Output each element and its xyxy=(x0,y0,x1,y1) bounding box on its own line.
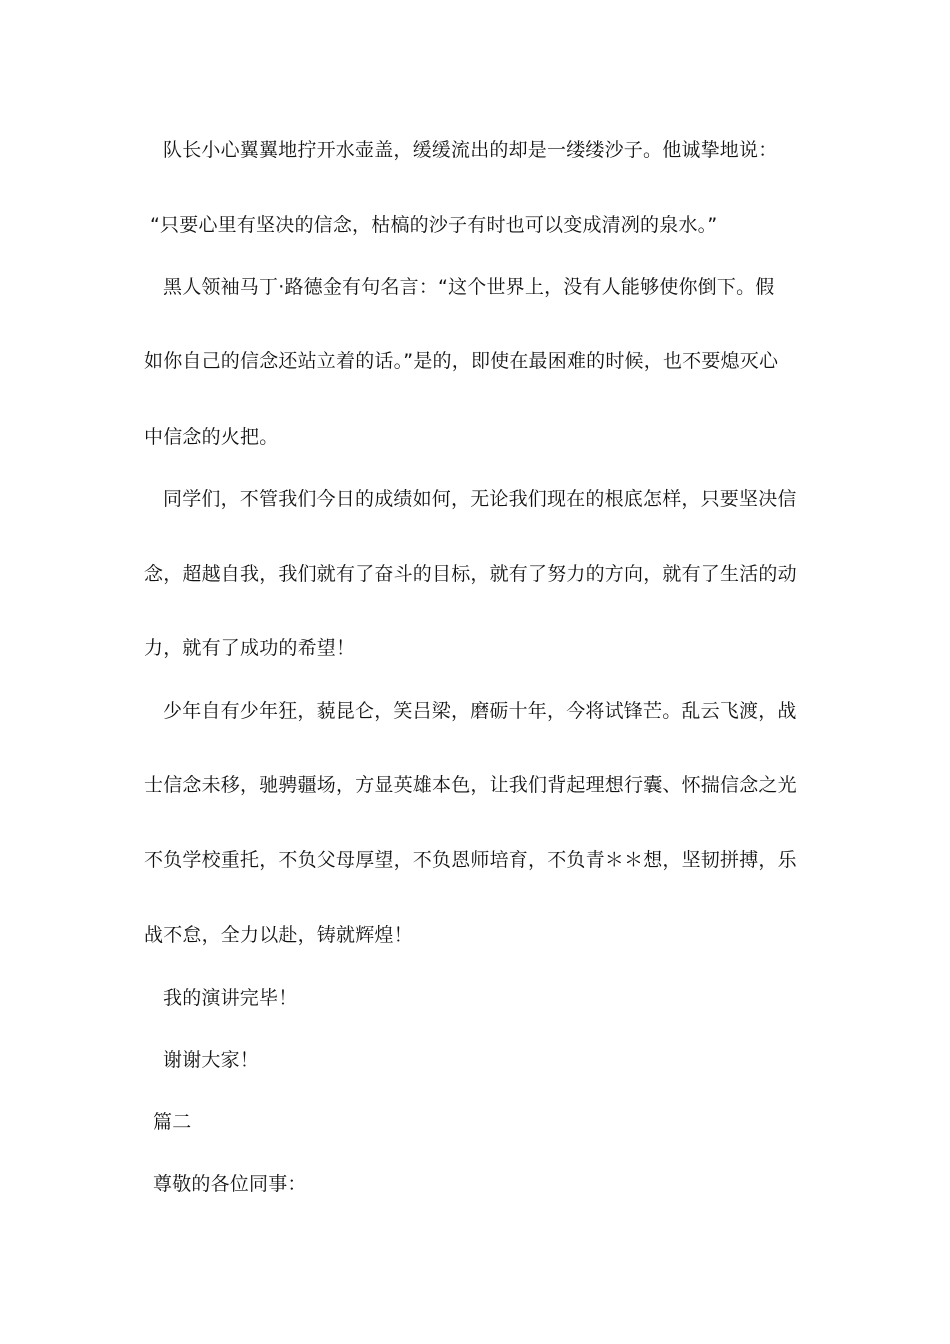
paragraph-line: 同学们，不管我们今日的成绩如何，无论我们现在的根底怎样，只要坚决信 xyxy=(163,488,797,510)
salutation-line: 尊敬的各位同事： xyxy=(153,1173,307,1195)
paragraph-line: 士信念未移，驰骋疆场，方显英雄本色，让我们背起理想行囊、怀揣信念之光 xyxy=(144,774,797,796)
closing-line: 我的演讲完毕！ xyxy=(163,987,298,1009)
paragraph-line: 力，就有了成功的希望！ xyxy=(144,637,356,659)
section-heading: 篇二 xyxy=(153,1111,192,1133)
paragraph-line: 念，超越自我，我们就有了奋斗的目标，就有了努力的方向，就有了生活的动 xyxy=(144,563,797,585)
paragraph-line: “只要心里有坚决的信念，枯槁的沙子有时也可以变成清冽的泉水。” xyxy=(150,214,718,236)
paragraph-line: 不负学校重托，不负父母厚望，不负恩师培育，不负青＊＊想，坚韧拼搏，乐 xyxy=(144,849,797,871)
paragraph-line: 少年自有少年狂，藐昆仑，笑吕梁，磨砺十年，今将试锋芒。乱云飞渡，战 xyxy=(163,700,797,722)
paragraph-line: 队长小心翼翼地拧开水壶盖，缓缓流出的却是一缕缕沙子。他诚挚地说： xyxy=(163,139,778,161)
paragraph-line: 黑人领袖马丁·路德金有句名言：“这个世界上，没有人能够使你倒下。假 xyxy=(163,276,775,298)
paragraph-line: 中信念的火把。 xyxy=(144,426,279,448)
closing-line: 谢谢大家！ xyxy=(163,1049,260,1071)
paragraph-line: 如你自己的信念还站立着的话。”是的，即使在最困难的时候，也不要熄灭心 xyxy=(144,350,779,372)
paragraph-line: 战不怠，全力以赴，铸就辉煌！ xyxy=(144,924,413,946)
